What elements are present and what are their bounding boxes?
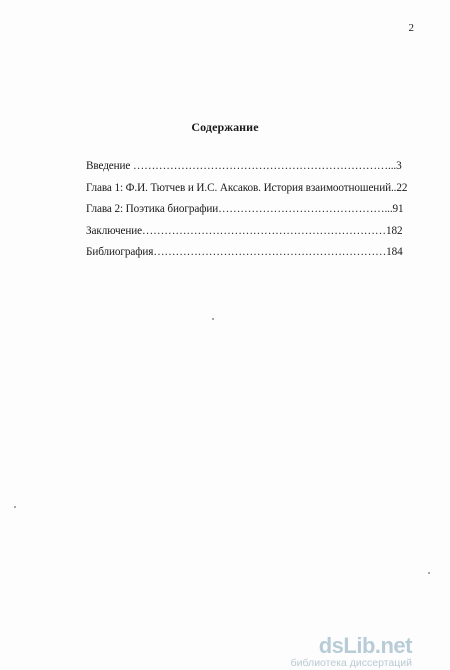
toc-entry-introduction: Введение ……………………………………………………………...3 (86, 160, 402, 172)
toc-entry-conclusion: Заключение…………………………………………………………182 (86, 224, 403, 237)
toc-entry-chapter-2: Глава 2: Поэтика биографии………………………………………...91 (86, 203, 404, 215)
toc-title: Содержание (191, 120, 259, 134)
toc-entry-chapter-1: Глава 1: Ф.И. Тютчев и И.С. Аксаков. История взаимоотношений..22 (86, 181, 408, 194)
page-number: 2 (408, 22, 414, 34)
watermark-footer (0, 633, 450, 670)
scan-speck (14, 506, 16, 508)
toc-entry-bibliography: Библиография………………………………………………………184 (86, 246, 403, 258)
scan-speck (428, 572, 430, 574)
logo-text: dsLib.net (318, 633, 412, 658)
logo-caption: библиотека диссертаций (290, 657, 412, 669)
dslib-logo (291, 634, 412, 668)
table-of-contents (86, 156, 416, 264)
scan-speck (212, 318, 214, 320)
